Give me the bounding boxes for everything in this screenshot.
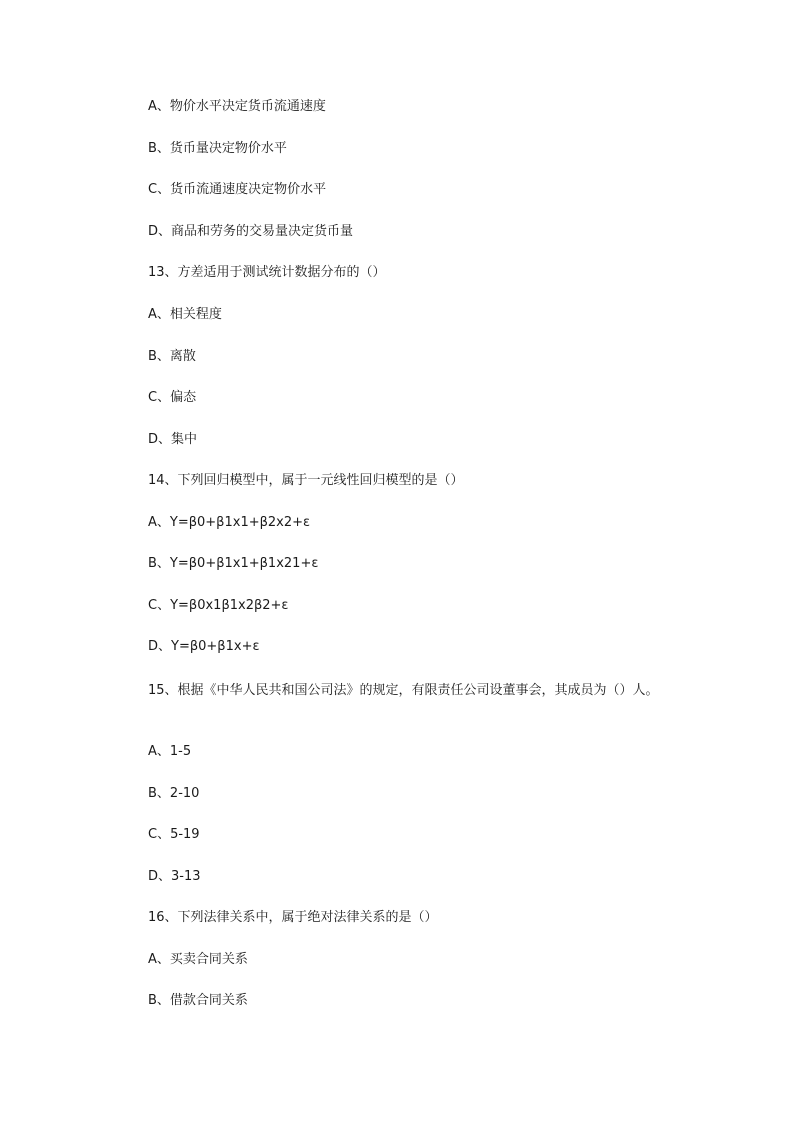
q12-option-b: B、货币量决定物价水平 xyxy=(148,141,287,156)
q13-option-b: B、离散 xyxy=(148,349,196,364)
q14-option-a: A、Y=β0+β1x1+β2x2+ε xyxy=(148,515,311,530)
q14-option-b: B、Y=β0+β1x1+β1x21+ε xyxy=(148,556,319,571)
question-14: 14、下列回归模型中，属于一元线性回归模型的是（） xyxy=(148,473,464,488)
q15-option-b: B、2-10 xyxy=(148,786,200,801)
q15-option-c: C、5-19 xyxy=(148,827,200,842)
q13-option-d: D、集中 xyxy=(148,432,198,447)
question-15: 15、根据《中华人民共和国公司法》的规定，有限责任公司设董事会，其成员为（）人。 xyxy=(148,683,659,698)
q13-option-c: C、偏态 xyxy=(148,390,197,405)
q12-option-a: A、物价水平决定货币流通速度 xyxy=(148,99,326,114)
q15-option-a: A、1-5 xyxy=(148,744,192,759)
q14-option-d: D、Y=β0+β1x+ε xyxy=(148,639,260,654)
q16-option-a: A、买卖合同关系 xyxy=(148,952,248,967)
q16-option-b: B、借款合同关系 xyxy=(148,993,248,1008)
q12-option-d: D、商品和劳务的交易量决定货币量 xyxy=(148,224,354,239)
question-13: 13、方差适用于测试统计数据分布的（） xyxy=(148,265,386,280)
question-16: 16、下列法律关系中，属于绝对法律关系的是（） xyxy=(148,910,438,925)
q14-option-c: C、Y=β0x1β1x2β2+ε xyxy=(148,598,289,613)
q13-option-a: A、相关程度 xyxy=(148,307,222,322)
q12-option-c: C、货币流通速度决定物价水平 xyxy=(148,182,327,197)
q15-option-d: D、3-13 xyxy=(148,869,201,884)
